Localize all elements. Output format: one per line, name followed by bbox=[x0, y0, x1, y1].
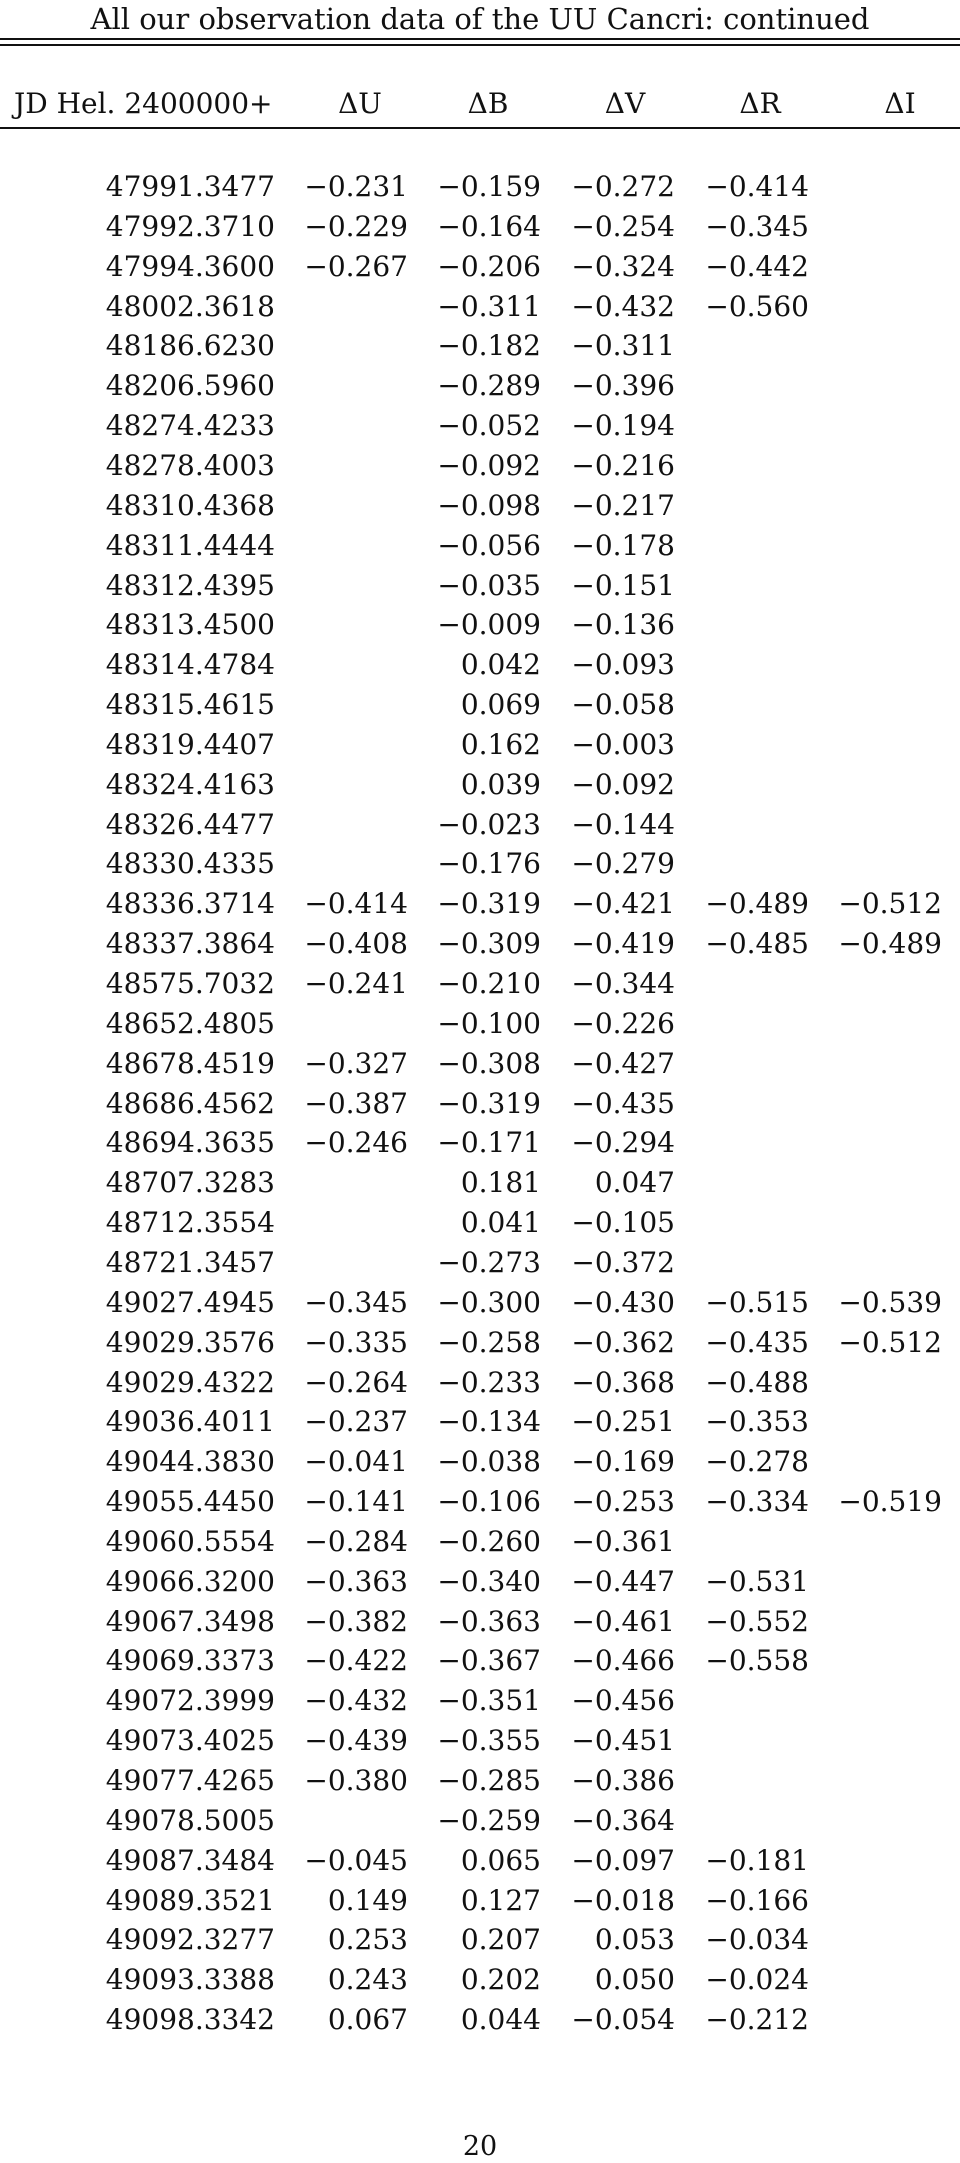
cell-delta-u: −0.231 bbox=[304, 170, 408, 203]
cell-jd: 49029.4322 bbox=[105, 1365, 275, 1399]
cell-delta-u: 0.253 bbox=[327, 1923, 408, 1957]
cell-delta-v: −0.364 bbox=[571, 1803, 675, 1837]
table-row bbox=[0, 366, 960, 406]
cell-delta-r: −0.442 bbox=[705, 249, 809, 283]
cell-delta-v: −0.136 bbox=[571, 608, 675, 642]
cell-delta-r: −0.034 bbox=[705, 1923, 809, 1957]
cell-delta-b: 0.041 bbox=[460, 1206, 541, 1240]
header-delta-i: ΔI bbox=[884, 87, 916, 120]
cell-delta-v: −0.226 bbox=[571, 1006, 675, 1040]
cell-delta-r: −0.181 bbox=[705, 1843, 809, 1877]
table-row bbox=[0, 844, 960, 884]
cell-delta-i: −0.512 bbox=[838, 1325, 942, 1359]
cell-delta-b: −0.035 bbox=[437, 568, 541, 602]
cell-delta-u: 0.243 bbox=[327, 1963, 408, 1997]
cell-jd: 48314.4784 bbox=[105, 648, 275, 682]
cell-delta-v: −0.093 bbox=[571, 648, 675, 682]
cell-delta-u: −0.246 bbox=[304, 1126, 408, 1160]
table-row bbox=[0, 884, 960, 924]
cell-delta-u: −0.387 bbox=[304, 1086, 408, 1120]
table-row bbox=[0, 645, 960, 685]
table-row bbox=[0, 406, 960, 446]
cell-jd: 49087.3484 bbox=[105, 1843, 275, 1877]
cell-jd: 49098.3342 bbox=[105, 2003, 275, 2037]
cell-delta-r: −0.212 bbox=[705, 2003, 809, 2037]
cell-jd: 48337.3864 bbox=[105, 927, 275, 961]
table-row bbox=[0, 1920, 960, 1960]
table-row bbox=[0, 247, 960, 287]
cell-delta-b: −0.106 bbox=[437, 1485, 541, 1519]
cell-jd: 49072.3999 bbox=[105, 1684, 275, 1718]
table-row bbox=[0, 1283, 960, 1323]
table-row bbox=[0, 1163, 960, 1203]
cell-jd: 48686.4562 bbox=[105, 1086, 275, 1120]
cell-delta-b: −0.319 bbox=[437, 1086, 541, 1120]
table-row bbox=[0, 1801, 960, 1841]
cell-delta-v: −0.361 bbox=[571, 1524, 675, 1558]
table-row bbox=[0, 1004, 960, 1044]
cell-jd: 48186.6230 bbox=[105, 329, 275, 363]
cell-jd: 48326.4477 bbox=[105, 807, 275, 841]
cell-delta-u: −0.363 bbox=[304, 1564, 408, 1598]
cell-jd: 48575.7032 bbox=[105, 967, 275, 1000]
header-jd: JD Hel. 2400000+ bbox=[14, 87, 273, 120]
table-row bbox=[0, 1243, 960, 1283]
cell-delta-b: 0.069 bbox=[460, 688, 541, 722]
cell-jd: 49036.4011 bbox=[105, 1405, 275, 1439]
cell-delta-v: −0.105 bbox=[571, 1206, 675, 1240]
cell-delta-v: −0.092 bbox=[571, 767, 675, 801]
cell-delta-v: −0.003 bbox=[571, 727, 675, 761]
cell-jd: 48707.3283 bbox=[105, 1166, 275, 1200]
cell-delta-b: −0.308 bbox=[437, 1046, 541, 1080]
cell-delta-v: −0.169 bbox=[571, 1445, 675, 1479]
cell-jd: 49069.3373 bbox=[105, 1644, 275, 1678]
cell-delta-v: −0.435 bbox=[571, 1086, 675, 1120]
cell-delta-v: 0.050 bbox=[594, 1963, 675, 1997]
cell-delta-b: 0.162 bbox=[460, 727, 541, 761]
cell-delta-b: 0.127 bbox=[460, 1883, 541, 1917]
cell-delta-v: −0.144 bbox=[571, 807, 675, 841]
cell-delta-u: −0.237 bbox=[304, 1405, 408, 1439]
cell-delta-v: −0.151 bbox=[571, 568, 675, 602]
table-row bbox=[0, 765, 960, 805]
header-delta-r: ΔR bbox=[739, 87, 781, 120]
page-number: 20 bbox=[462, 2131, 498, 2162]
table-row bbox=[0, 1681, 960, 1721]
cell-delta-b: −0.023 bbox=[437, 807, 541, 841]
table-row bbox=[0, 1641, 960, 1681]
cell-delta-b: −0.309 bbox=[437, 927, 541, 961]
cell-delta-r: −0.485 bbox=[705, 927, 809, 961]
table-row bbox=[0, 1602, 960, 1642]
table-row bbox=[0, 1960, 960, 2000]
cell-delta-u: −0.380 bbox=[304, 1764, 408, 1797]
cell-jd: 48278.4003 bbox=[105, 448, 275, 482]
cell-delta-b: −0.355 bbox=[437, 1724, 541, 1758]
cell-jd: 49044.3830 bbox=[105, 1445, 275, 1479]
cell-jd: 49078.5005 bbox=[105, 1803, 275, 1837]
table-row bbox=[0, 446, 960, 486]
cell-delta-u: −0.408 bbox=[304, 927, 408, 961]
cell-delta-b: −0.367 bbox=[437, 1644, 541, 1678]
cell-delta-v: −0.018 bbox=[571, 1883, 675, 1917]
header-rule bbox=[0, 127, 960, 129]
cell-delta-v: −0.251 bbox=[571, 1405, 675, 1439]
cell-delta-v: −0.368 bbox=[571, 1365, 675, 1399]
cell-delta-b: −0.319 bbox=[437, 887, 541, 921]
cell-jd: 48319.4407 bbox=[105, 727, 275, 761]
cell-jd: 49067.3498 bbox=[105, 1604, 275, 1638]
cell-delta-r: −0.345 bbox=[705, 209, 809, 243]
cell-jd: 49027.4945 bbox=[105, 1285, 275, 1319]
cell-jd: 48274.4233 bbox=[105, 409, 275, 443]
cell-delta-v: −0.451 bbox=[571, 1724, 675, 1758]
table-row bbox=[0, 685, 960, 725]
cell-delta-u: −0.264 bbox=[304, 1365, 408, 1399]
table-row bbox=[0, 1044, 960, 1084]
cell-jd: 48336.3714 bbox=[105, 887, 275, 921]
cell-delta-v: −0.324 bbox=[571, 249, 675, 283]
cell-delta-u: −0.284 bbox=[304, 1524, 408, 1558]
cell-delta-v: −0.447 bbox=[571, 1564, 675, 1598]
table-row bbox=[0, 1442, 960, 1482]
cell-jd: 49029.3576 bbox=[105, 1325, 275, 1359]
cell-delta-u: −0.432 bbox=[304, 1684, 408, 1718]
table-row bbox=[0, 486, 960, 526]
cell-jd: 47992.3710 bbox=[105, 209, 275, 243]
cell-delta-b: 0.181 bbox=[460, 1166, 541, 1200]
cell-delta-r: −0.552 bbox=[705, 1604, 809, 1638]
cell-delta-v: −0.372 bbox=[571, 1245, 675, 1279]
cell-delta-b: −0.052 bbox=[437, 409, 541, 443]
cell-delta-r: −0.560 bbox=[705, 289, 809, 323]
cell-delta-v: −0.421 bbox=[571, 887, 675, 921]
cell-jd: 49073.4025 bbox=[105, 1724, 275, 1758]
cell-delta-v: −0.254 bbox=[571, 209, 675, 243]
cell-delta-b: −0.311 bbox=[437, 289, 541, 323]
cell-delta-v: 0.053 bbox=[594, 1923, 675, 1957]
table-row bbox=[0, 924, 960, 964]
cell-delta-b: −0.233 bbox=[437, 1365, 541, 1399]
cell-delta-r: −0.353 bbox=[705, 1405, 809, 1439]
cell-delta-u: −0.229 bbox=[304, 209, 408, 243]
table-row bbox=[0, 1084, 960, 1124]
table-row bbox=[0, 1123, 960, 1163]
cell-delta-b: 0.065 bbox=[460, 1843, 541, 1877]
cell-delta-i: −0.539 bbox=[838, 1285, 942, 1319]
cell-delta-b: −0.289 bbox=[437, 369, 541, 403]
cell-delta-v: −0.427 bbox=[571, 1046, 675, 1080]
table-row bbox=[0, 1881, 960, 1921]
table-row bbox=[0, 566, 960, 606]
table-row bbox=[0, 1482, 960, 1522]
cell-delta-v: −0.097 bbox=[571, 1843, 675, 1877]
header-delta-u: ΔU bbox=[338, 87, 382, 120]
table-row bbox=[0, 1761, 960, 1801]
header-delta-v: ΔV bbox=[604, 87, 646, 120]
cell-delta-u: 0.067 bbox=[327, 2003, 408, 2037]
cell-delta-b: −0.259 bbox=[437, 1803, 541, 1837]
cell-delta-u: −0.045 bbox=[304, 1843, 408, 1877]
cell-jd: 48313.4500 bbox=[105, 608, 275, 642]
cell-delta-i: −0.489 bbox=[838, 927, 942, 961]
cell-delta-b: −0.100 bbox=[437, 1006, 541, 1040]
cell-delta-b: −0.300 bbox=[437, 1285, 541, 1319]
cell-delta-v: −0.362 bbox=[571, 1325, 675, 1359]
cell-delta-v: −0.466 bbox=[571, 1644, 675, 1678]
table-row bbox=[0, 805, 960, 845]
cell-delta-u: −0.382 bbox=[304, 1604, 408, 1638]
table-row bbox=[0, 207, 960, 247]
table-row bbox=[0, 2000, 960, 2040]
top-rule-2 bbox=[0, 44, 960, 46]
cell-delta-u: −0.327 bbox=[304, 1046, 408, 1080]
cell-delta-v: −0.272 bbox=[571, 170, 675, 203]
cell-delta-v: −0.216 bbox=[571, 448, 675, 482]
cell-delta-b: 0.207 bbox=[460, 1923, 541, 1957]
table-row bbox=[0, 326, 960, 366]
cell-delta-v: −0.194 bbox=[571, 409, 675, 443]
cell-delta-v: −0.456 bbox=[571, 1684, 675, 1718]
cell-delta-u: −0.267 bbox=[304, 249, 408, 283]
cell-delta-b: −0.171 bbox=[437, 1126, 541, 1160]
cell-delta-v: −0.058 bbox=[571, 688, 675, 722]
table-header-row bbox=[0, 84, 960, 124]
table-row bbox=[0, 1203, 960, 1243]
top-rule-1 bbox=[0, 38, 960, 40]
cell-jd: 48002.3618 bbox=[105, 289, 275, 323]
table-row bbox=[0, 1721, 960, 1761]
cell-delta-b: 0.039 bbox=[460, 767, 541, 801]
cell-delta-u: −0.041 bbox=[304, 1445, 408, 1479]
cell-delta-b: −0.098 bbox=[437, 488, 541, 522]
cell-delta-v: −0.294 bbox=[571, 1126, 675, 1160]
cell-delta-r: −0.488 bbox=[705, 1365, 809, 1399]
cell-delta-r: −0.334 bbox=[705, 1485, 809, 1519]
cell-jd: 49077.4265 bbox=[105, 1764, 275, 1797]
cell-delta-b: −0.285 bbox=[437, 1764, 541, 1797]
cell-delta-v: −0.430 bbox=[571, 1285, 675, 1319]
cell-jd: 49060.5554 bbox=[105, 1524, 275, 1558]
cell-delta-b: 0.202 bbox=[460, 1963, 541, 1997]
cell-delta-u: −0.345 bbox=[304, 1285, 408, 1319]
cell-delta-v: −0.419 bbox=[571, 927, 675, 961]
cell-delta-v: −0.178 bbox=[571, 528, 675, 562]
cell-jd: 48311.4444 bbox=[105, 528, 275, 562]
cell-delta-u: −0.439 bbox=[304, 1724, 408, 1758]
table-row bbox=[0, 725, 960, 765]
table-row bbox=[0, 287, 960, 327]
cell-delta-u: −0.241 bbox=[304, 967, 408, 1000]
cell-jd: 48721.3457 bbox=[105, 1245, 275, 1279]
cell-delta-v: 0.047 bbox=[594, 1166, 675, 1200]
cell-jd: 49066.3200 bbox=[105, 1564, 275, 1598]
cell-jd: 49092.3277 bbox=[105, 1923, 275, 1957]
cell-jd: 48330.4335 bbox=[105, 847, 275, 881]
cell-jd: 49055.4450 bbox=[105, 1485, 275, 1519]
table-row bbox=[0, 167, 960, 207]
cell-jd: 48315.4615 bbox=[105, 688, 275, 722]
cell-delta-v: −0.461 bbox=[571, 1604, 675, 1638]
cell-jd: 48324.4163 bbox=[105, 767, 275, 801]
cell-delta-r: −0.531 bbox=[705, 1564, 809, 1598]
cell-delta-b: −0.182 bbox=[437, 329, 541, 363]
cell-delta-b: −0.210 bbox=[437, 967, 541, 1000]
cell-delta-i: −0.519 bbox=[838, 1485, 942, 1519]
cell-delta-r: −0.414 bbox=[705, 170, 809, 203]
cell-delta-b: −0.258 bbox=[437, 1325, 541, 1359]
cell-jd: 47994.3600 bbox=[105, 249, 275, 283]
page-title: All our observation data of the UU Cancri: continued bbox=[90, 2, 870, 36]
cell-delta-b: 0.044 bbox=[460, 2003, 541, 2037]
cell-delta-b: −0.038 bbox=[437, 1445, 541, 1479]
cell-delta-b: 0.042 bbox=[460, 648, 541, 682]
cell-delta-b: −0.159 bbox=[437, 170, 541, 203]
cell-delta-b: −0.056 bbox=[437, 528, 541, 562]
cell-delta-b: −0.340 bbox=[437, 1564, 541, 1598]
cell-delta-b: −0.273 bbox=[437, 1245, 541, 1279]
table-row bbox=[0, 526, 960, 566]
cell-jd: 48694.3635 bbox=[105, 1126, 275, 1160]
cell-jd: 48206.5960 bbox=[105, 369, 275, 403]
table-row bbox=[0, 1841, 960, 1881]
table-row bbox=[0, 1562, 960, 1602]
cell-delta-u: −0.335 bbox=[304, 1325, 408, 1359]
cell-delta-v: −0.311 bbox=[571, 329, 675, 363]
cell-delta-u: −0.414 bbox=[304, 887, 408, 921]
cell-delta-u: 0.149 bbox=[327, 1883, 408, 1917]
table-row bbox=[0, 1402, 960, 1442]
cell-delta-v: −0.396 bbox=[571, 369, 675, 403]
cell-delta-v: −0.386 bbox=[571, 1764, 675, 1797]
table-row bbox=[0, 1522, 960, 1562]
cell-delta-b: −0.206 bbox=[437, 249, 541, 283]
table-row bbox=[0, 605, 960, 645]
table-row bbox=[0, 964, 960, 1004]
cell-delta-v: −0.279 bbox=[571, 847, 675, 881]
cell-jd: 48652.4805 bbox=[105, 1006, 275, 1040]
cell-delta-r: −0.278 bbox=[705, 1445, 809, 1479]
cell-delta-v: −0.217 bbox=[571, 488, 675, 522]
cell-delta-v: −0.253 bbox=[571, 1485, 675, 1519]
cell-delta-i: −0.512 bbox=[838, 887, 942, 921]
cell-delta-u: −0.422 bbox=[304, 1644, 408, 1678]
header-delta-b: ΔB bbox=[467, 87, 509, 120]
cell-jd: 48310.4368 bbox=[105, 488, 275, 522]
cell-delta-r: −0.166 bbox=[705, 1883, 809, 1917]
cell-delta-b: −0.176 bbox=[437, 847, 541, 881]
cell-delta-v: −0.344 bbox=[571, 967, 675, 1000]
table-row bbox=[0, 1323, 960, 1363]
cell-delta-r: −0.024 bbox=[705, 1963, 809, 1997]
cell-jd: 48712.3554 bbox=[105, 1206, 275, 1240]
cell-delta-b: −0.164 bbox=[437, 209, 541, 243]
cell-delta-u: −0.141 bbox=[304, 1485, 408, 1519]
cell-delta-v: −0.432 bbox=[571, 289, 675, 323]
cell-delta-r: −0.435 bbox=[705, 1325, 809, 1359]
cell-jd: 48312.4395 bbox=[105, 568, 275, 602]
table-row bbox=[0, 1363, 960, 1403]
cell-jd: 49093.3388 bbox=[105, 1963, 275, 1997]
cell-jd: 47991.3477 bbox=[105, 170, 275, 203]
cell-jd: 49089.3521 bbox=[105, 1883, 275, 1917]
cell-delta-b: −0.260 bbox=[437, 1524, 541, 1558]
cell-delta-b: −0.363 bbox=[437, 1604, 541, 1638]
cell-delta-b: −0.092 bbox=[437, 448, 541, 482]
cell-delta-r: −0.515 bbox=[705, 1285, 809, 1319]
cell-delta-v: −0.054 bbox=[571, 2003, 675, 2037]
cell-delta-b: −0.009 bbox=[437, 608, 541, 642]
cell-delta-b: −0.134 bbox=[437, 1405, 541, 1439]
cell-jd: 48678.4519 bbox=[105, 1046, 275, 1080]
cell-delta-r: −0.489 bbox=[705, 887, 809, 921]
cell-delta-r: −0.558 bbox=[705, 1644, 809, 1678]
cell-delta-b: −0.351 bbox=[437, 1684, 541, 1718]
